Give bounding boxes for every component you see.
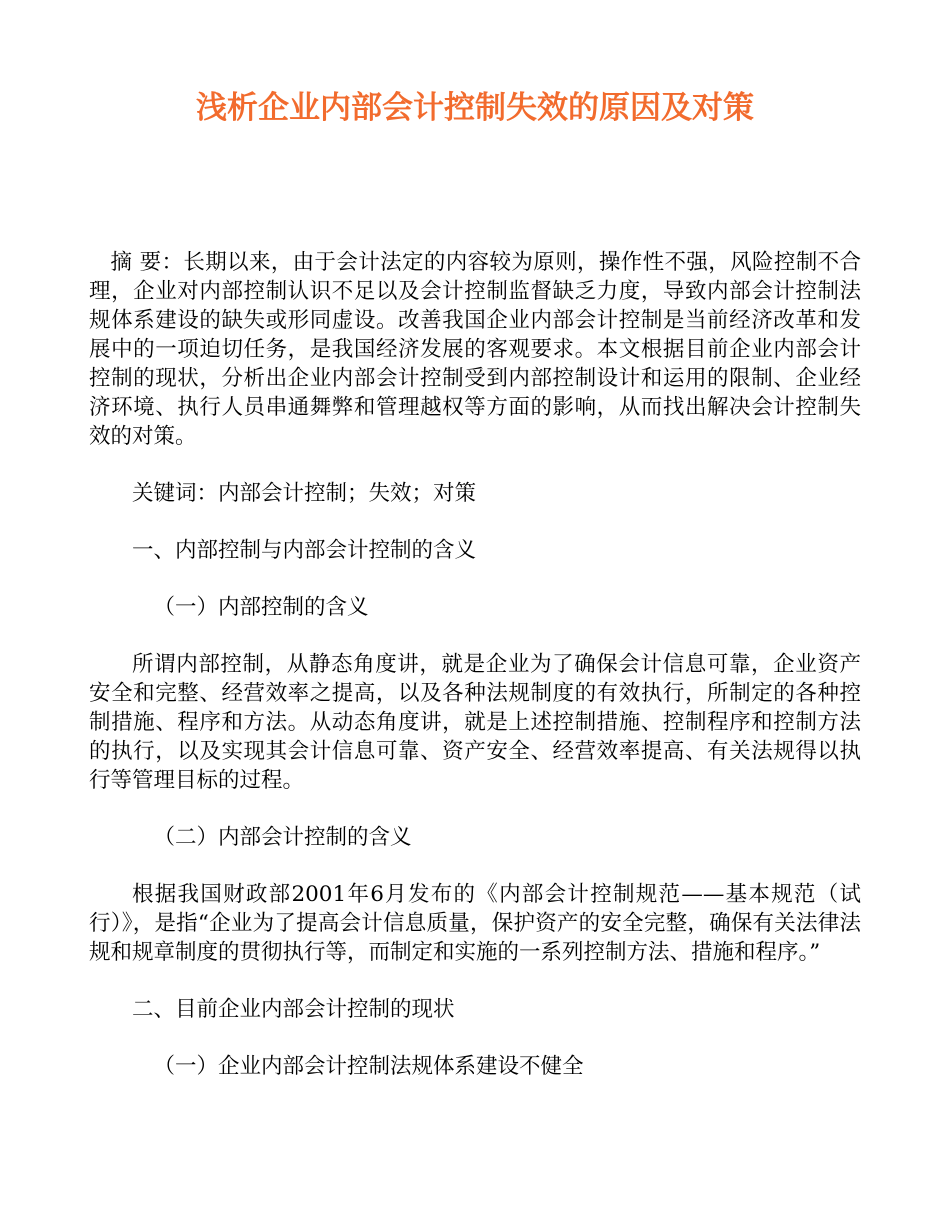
- section-1-2-body: 根据我国财政部2001年6月发布的《内部会计控制规范——基本规范（试行）》，是指“企业为了提高会计信息质量，保护资产的安全完整，确保有关法律法规和规章制度的贯彻执行等，而制定和实施的一系列控制方法、措施和程序。”: [89, 882, 861, 965]
- document-title: 浅析企业内部会计控制失效的原因及对策: [196, 90, 754, 126]
- keywords-line: 关键词：内部会计控制；失效；对策: [132, 481, 477, 506]
- document-body: [89, 248, 861, 1109]
- abstract-paragraph: 摘 要：长期以来，由于会计法定的内容较为原则，操作性不强，风险控制不合理，企业对内部控制认识不足以及会计控制监督缺乏力度，导致内部会计控制法规体系建设的缺失或形同虚设。改善我国企业内部会计控制是当前经济改革和发展中的一项迫切任务，是我国经济发展的客观要求。本文根据目前企业内部会计控制的现状，分析出企业内部会计控制受到内部控制设计和运用的限制、企业经济环境、执行人员串通舞弊和管理越权等方面的影响，从而找出解决会计控制失效的对策。: [89, 250, 861, 449]
- section-2-1-heading: （一）企业内部会计控制法规体系建设不健全: [153, 1054, 584, 1079]
- section-1-1-heading: （一）内部控制的含义: [153, 595, 369, 620]
- section-1-1-body: 所谓内部控制，从静态角度讲，就是企业为了确保会计信息可靠，企业资产安全和完整、经营效率之提高，以及各种法规制度的有效执行，所制定的各种控制措施、程序和方法。从动态角度讲，就是上述控制措施、控制程序和控制方法的执行，以及实现其会计信息可靠、资产安全、经营效率提高、有关法规得以执行等管理目标的过程。: [89, 652, 861, 793]
- section-1-heading: 一、内部控制与内部会计控制的含义: [132, 538, 477, 563]
- section-2-heading: 二、目前企业内部会计控制的现状: [132, 997, 455, 1022]
- section-1-2-heading: （二）内部会计控制的含义: [153, 825, 412, 850]
